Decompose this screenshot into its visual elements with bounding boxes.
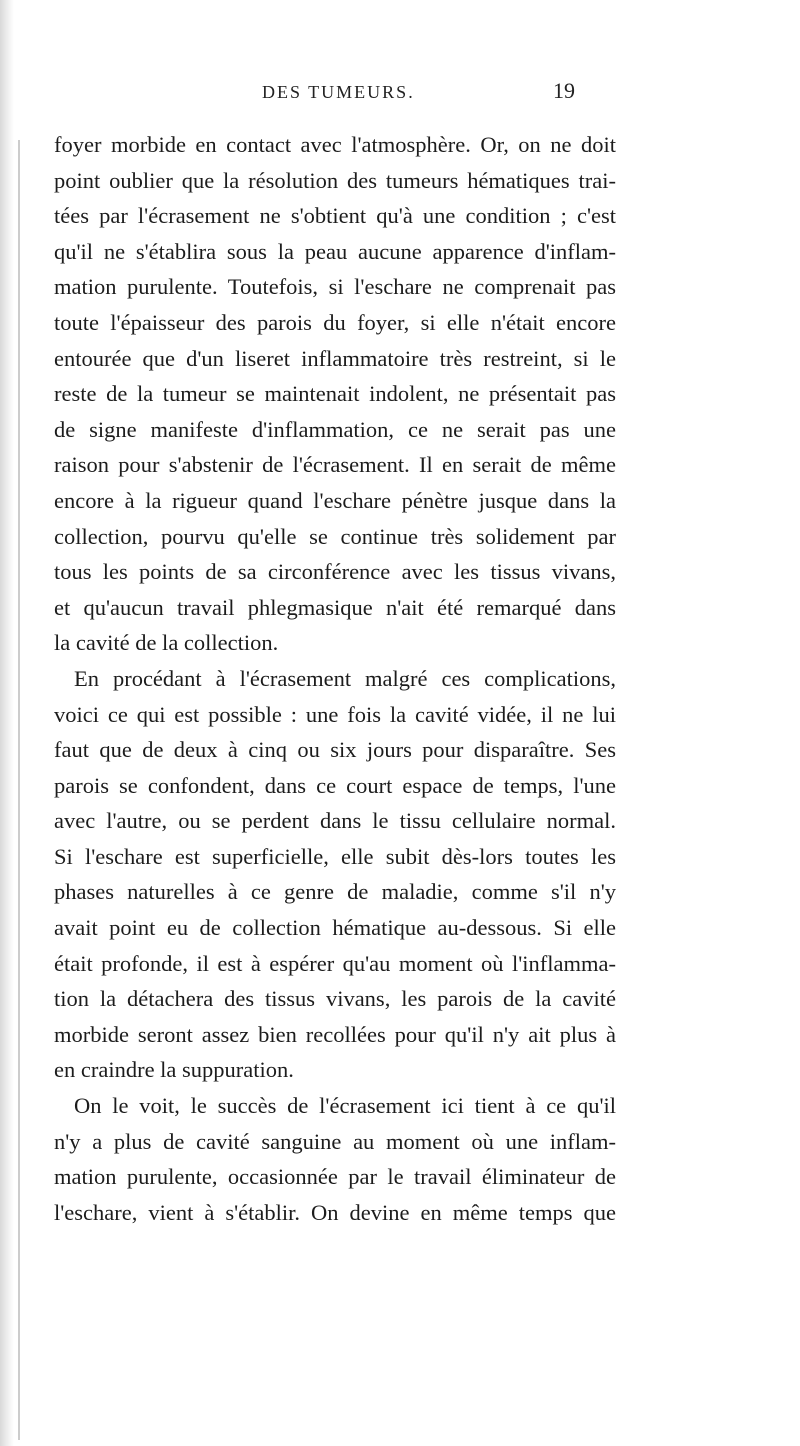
text-line: entourée que d'un liseret inflammatoire très restreint, si le [54,345,616,371]
text-line: parois se confondent, dans ce court espace de temps, l'une [54,772,616,798]
text-line: encore à la rigueur quand l'eschare pénètre jusque dans la [54,487,616,513]
text-line: tion la détachera des tissus vivans, les parois de la cavité [54,986,616,1012]
text-line: avait point eu de collection hématique au-dessous. Si elle [54,915,616,941]
text-line: l'eschare, vient à s'établir. On devine en même temps que [54,1199,616,1225]
text-line: foyer morbide en contact avec l'atmosphère. Or, on ne doit [54,132,616,157]
paragraph-start-line: En procédant à l'écrasement malgré ces complications, [74,665,616,691]
running-head [0,78,800,112]
text-line: n'y a plus de cavité sanguine au moment où une inflam- [54,1128,616,1154]
body-text [54,127,616,1230]
text-line: point oublier que la résolution des tumeurs hématiques trai- [54,167,616,193]
binding-edge [18,140,20,1440]
text-line: était profonde, il est à espérer qu'au moment où l'inflamma- [54,950,616,976]
paragraph-end-line: la cavité de la collection. [54,630,279,656]
text-line: tées par l'écrasement ne s'obtient qu'à une condition ; c'est [54,203,616,229]
text-line: voici ce qui est possible : une fois la cavité vidée, il ne lui [54,701,616,727]
text-line: tous les points de sa circonférence avec les tissus vivans, [54,559,616,585]
page-gutter-shadow [0,0,14,1446]
text-line: phases naturelles à ce genre de maladie, comme s'il n'y [54,879,616,905]
paragraph-start-line: On le voit, le succès de l'écrasement ici tient à ce qu'il [74,1093,616,1119]
text-line: de signe manifeste d'inflammation, ce ne serait pas une [54,416,616,442]
text-line: qu'il ne s'établira sous la peau aucune apparence d'inflam- [54,238,616,264]
text-line: avec l'autre, ou se perdent dans le tissu cellulaire normal. [54,808,616,834]
paragraph-end-line: en craindre la suppuration. [54,1057,294,1083]
text-line: Si l'eschare est superficielle, elle subit dès-lors toutes les [54,843,616,869]
text-line: faut que de deux à cinq ou six jours pour disparaître. Ses [54,737,616,763]
text-line: raison pour s'abstenir de l'écrasement. Il en serait de même [54,452,616,478]
page-number: 19 [553,78,575,103]
text-line: mation purulente. Toutefois, si l'eschare ne comprenait pas [54,274,616,300]
text-line: et qu'aucun travail phlegmasique n'ait été remarqué dans [54,594,616,620]
text-line: reste de la tumeur se maintenait indolent, ne présentait pas [54,381,616,407]
text-line: collection, pourvu qu'elle se continue très solidement par [54,523,616,549]
text-line: morbide seront assez bien recollées pour qu'il n'y ait plus à [54,1021,616,1047]
text-line: mation purulente, occasionnée par le travail éliminateur de [54,1164,616,1190]
running-title: DES TUMEURS. [262,82,415,102]
text-line: toute l'épaisseur des parois du foyer, si elle n'était encore [54,309,616,335]
